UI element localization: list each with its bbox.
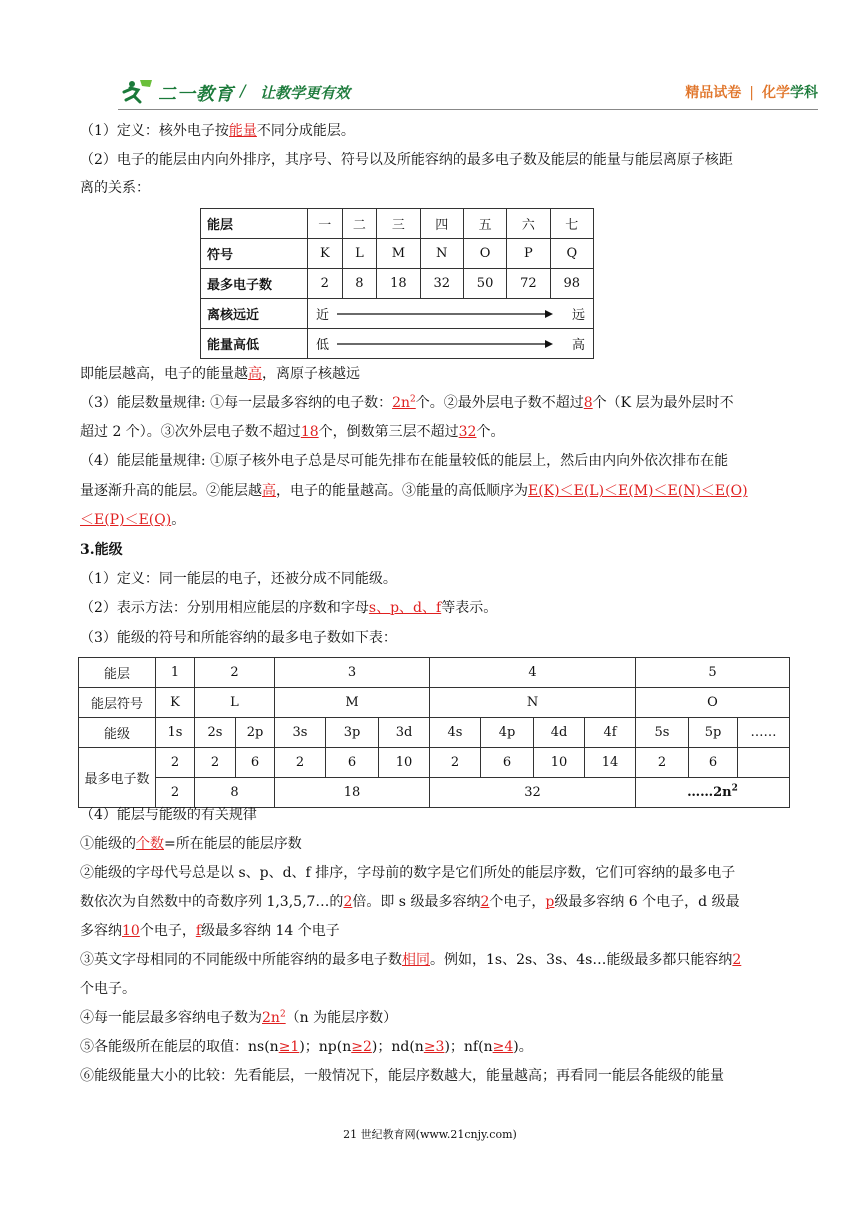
line-22: ⑥能级能量大小的比较：先看能层，一般情况下，能层序数越大，能量越高；再看同一能层各能级的能量	[80, 1068, 724, 1084]
line-6: 超过 2 个）。③次外层电子数不超过18个，倒数第三层不超过32个。	[80, 424, 505, 440]
distance-arrow: 近 远	[308, 299, 594, 329]
line-3: 离的关系：	[80, 180, 150, 196]
right-arrow-icon	[333, 309, 568, 319]
line-19: 个电子。	[80, 981, 136, 997]
table-row: 能层 一 二 三 四 五 六 七	[201, 209, 594, 239]
line-18: ③英文字母相同的不同能级中所能容纳的最多电子数相同。例如，1s、2s、3s、4s…能级最多都只能容纳2	[80, 952, 742, 968]
line-20: ④每一能层最多容纳电子数为$2n^2(n$ 为能层序数）	[80, 1009, 398, 1026]
table-row: 能级 1s 2s 2p 3s 3p 3d 4s 4p 4d 4f 5s 5p ……	[79, 718, 790, 748]
header-tag: 精品试卷	[685, 85, 742, 101]
table-row: 能量高低 低 高	[201, 329, 594, 359]
table-row: 符号 K L M N O P Q	[201, 239, 594, 269]
brand-slash: /	[240, 81, 246, 100]
page-footer: 21 世纪教育网(www.21cnjy.com)	[343, 1128, 517, 1141]
line-17: 多容纳10个电子，f级最多容纳 14 个电子	[80, 923, 340, 939]
line-12: （3）能级的符号和所能容纳的最多电子数如下表：	[80, 630, 397, 646]
energy-shell-table	[200, 208, 594, 359]
table-row: 能层 1 2 3 4 5	[79, 658, 790, 688]
line-15: ②能级的字母代号总是以 s、p、d、f 排序，字母前的数字是它们所处的能层序数，它们可容纳的最多电子	[80, 865, 736, 881]
line-21: ⑤各能级所在能层的取值：ns(n≥1)；np(n≥2)；nd(n≥3)；nf(n≥4)。	[80, 1039, 533, 1055]
line-10: （1）定义：同一能层的电子，还被分成不同能级。	[80, 571, 397, 587]
line-2: （2）电子的能层由内向外排序，其序号、符号以及所能容纳的最多电子数及能层的能量与能层离原子核距	[80, 152, 733, 168]
header-subject-name: 化学	[762, 85, 790, 101]
line-7: （4）能层能量规律: ①原子核外电子总是尽可能先排布在能量较低的能层上，然后由内向外依次排布在能	[80, 453, 729, 469]
runner-logo-icon	[118, 78, 156, 106]
brand-slogan: 让教学更有效	[260, 84, 351, 102]
table-row: 离核远近 近 远	[201, 299, 594, 329]
table-row: 2 8 18 32 $\dots\dots 2n^2$	[79, 778, 790, 808]
table-row: 能层符号 K L M N O	[79, 688, 790, 718]
header-subject-suffix: 学科	[790, 85, 818, 101]
line-11: （2）表示方法：分别用相应能层的序数和字母s、p、d、f等表示。	[80, 600, 498, 616]
right-arrow-icon	[333, 339, 568, 349]
line-4: 即能层越高，电子的能量越高，离原子核越远	[80, 366, 360, 382]
line-9: ＜E(P)＜E(Q)。	[80, 512, 186, 528]
page-header	[118, 78, 818, 108]
line-14: ①能级的个数=所在能层的能层序数	[80, 836, 302, 852]
line-8: 量逐渐升高的能层。②能层越高，电子的能量越高。③能量的高低顺序为E(K)＜E(L)＜E(M)＜E(N)＜E(O)	[80, 483, 748, 499]
line-5: （3）能层数量规律: ①每一层最多容纳的电子数：$2n^2$个。②最外层电子数不超过8个（K 层为最外层时不	[80, 394, 734, 411]
line-16: 数依次为自然数中的奇数序列 1,3,5,7…的2倍。即 s 级最多容纳2个电子，p级最多容纳 6 个电子，d 级最	[80, 894, 740, 910]
section-heading: 3.能级	[80, 542, 123, 558]
header-divider	[118, 109, 818, 110]
brand-name: 二一教育	[158, 84, 234, 105]
header-subject	[685, 82, 818, 102]
table-row: 最多电子数 2 2 6 2 6 10 2 6 10 14 2 6	[79, 748, 790, 778]
header-separator: |	[749, 85, 754, 101]
line-1: （1）定义：核外电子按能量不同分成能层。	[80, 123, 355, 139]
line-13: （4）能层与能级的有关规律	[80, 807, 257, 823]
table-row: 最多电子数 2 8 18 32 50 72 98	[201, 269, 594, 299]
energy-arrow: 低 高	[308, 329, 594, 359]
energy-level-table	[78, 657, 790, 808]
